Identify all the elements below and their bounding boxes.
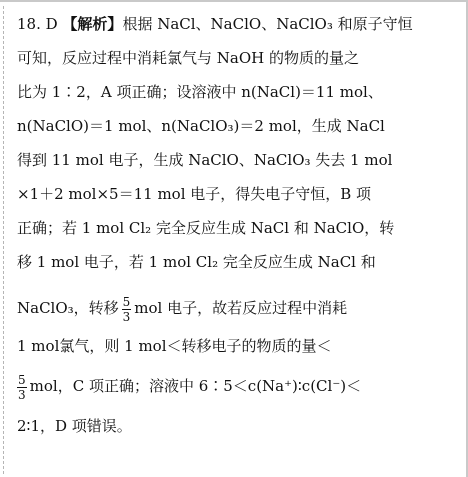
left-dashed-margin <box>3 6 4 474</box>
solution-line-5: 得到 11 mol 电子，生成 NaClO、NaClO₃ 失去 1 mol <box>17 151 393 169</box>
fraction-five-thirds <box>17 373 27 402</box>
question-number-answer: 18. D <box>17 15 63 33</box>
fraction-denominator: 3 <box>122 309 131 324</box>
solution-line-9 <box>17 290 461 326</box>
solution-line-8: 移 1 mol 电子，若 1 mol Cl₂ 完全反应生成 NaCl 和 <box>17 253 376 271</box>
solution-line-12: 2∶1，D 项错误。 <box>17 417 132 435</box>
solution-line-3: 比为 1∶2，A 项正确；设溶液中 n(NaCl)＝11 mol、 <box>17 83 383 101</box>
solution-text: mol 电子，故若反应过程中消耗 <box>134 299 348 317</box>
solution-line-11 <box>17 368 461 404</box>
solution-line-4: n(NaClO)＝1 mol、n(NaClO₃)＝2 mol，生成 NaCl <box>17 117 385 135</box>
fraction-five-thirds <box>122 295 132 324</box>
top-border <box>0 0 468 2</box>
solution-line-1 <box>17 14 461 36</box>
fraction-numerator: 5 <box>18 372 26 387</box>
solution-line-10: 1 mol氯气，则 1 mol＜转移电子的物质的量＜ <box>17 337 332 355</box>
analysis-tag: 【解析】 <box>62 15 123 33</box>
solution-text: 根据 NaCl、NaClO、NaClO₃ 和原子守恒 <box>122 15 413 33</box>
solution-line-6: ×1＋2 mol×5＝11 mol 电子，得失电子守恒，B 项 <box>17 185 372 203</box>
solution-line-7: 正确；若 1 mol Cl₂ 完全反应生成 NaCl 和 NaClO，转 <box>17 219 395 237</box>
fraction-numerator: 5 <box>122 294 131 309</box>
solution-text: NaClO₃，转移 <box>17 299 119 317</box>
solution-line-2: 可知，反应过程中消耗氯气与 NaOH 的物质的量之 <box>17 49 359 67</box>
solution-text: mol，C 项正确；溶液中 6∶5＜c(Na⁺)∶c(Cl⁻)＜ <box>29 377 362 395</box>
fraction-denominator: 3 <box>18 387 26 402</box>
